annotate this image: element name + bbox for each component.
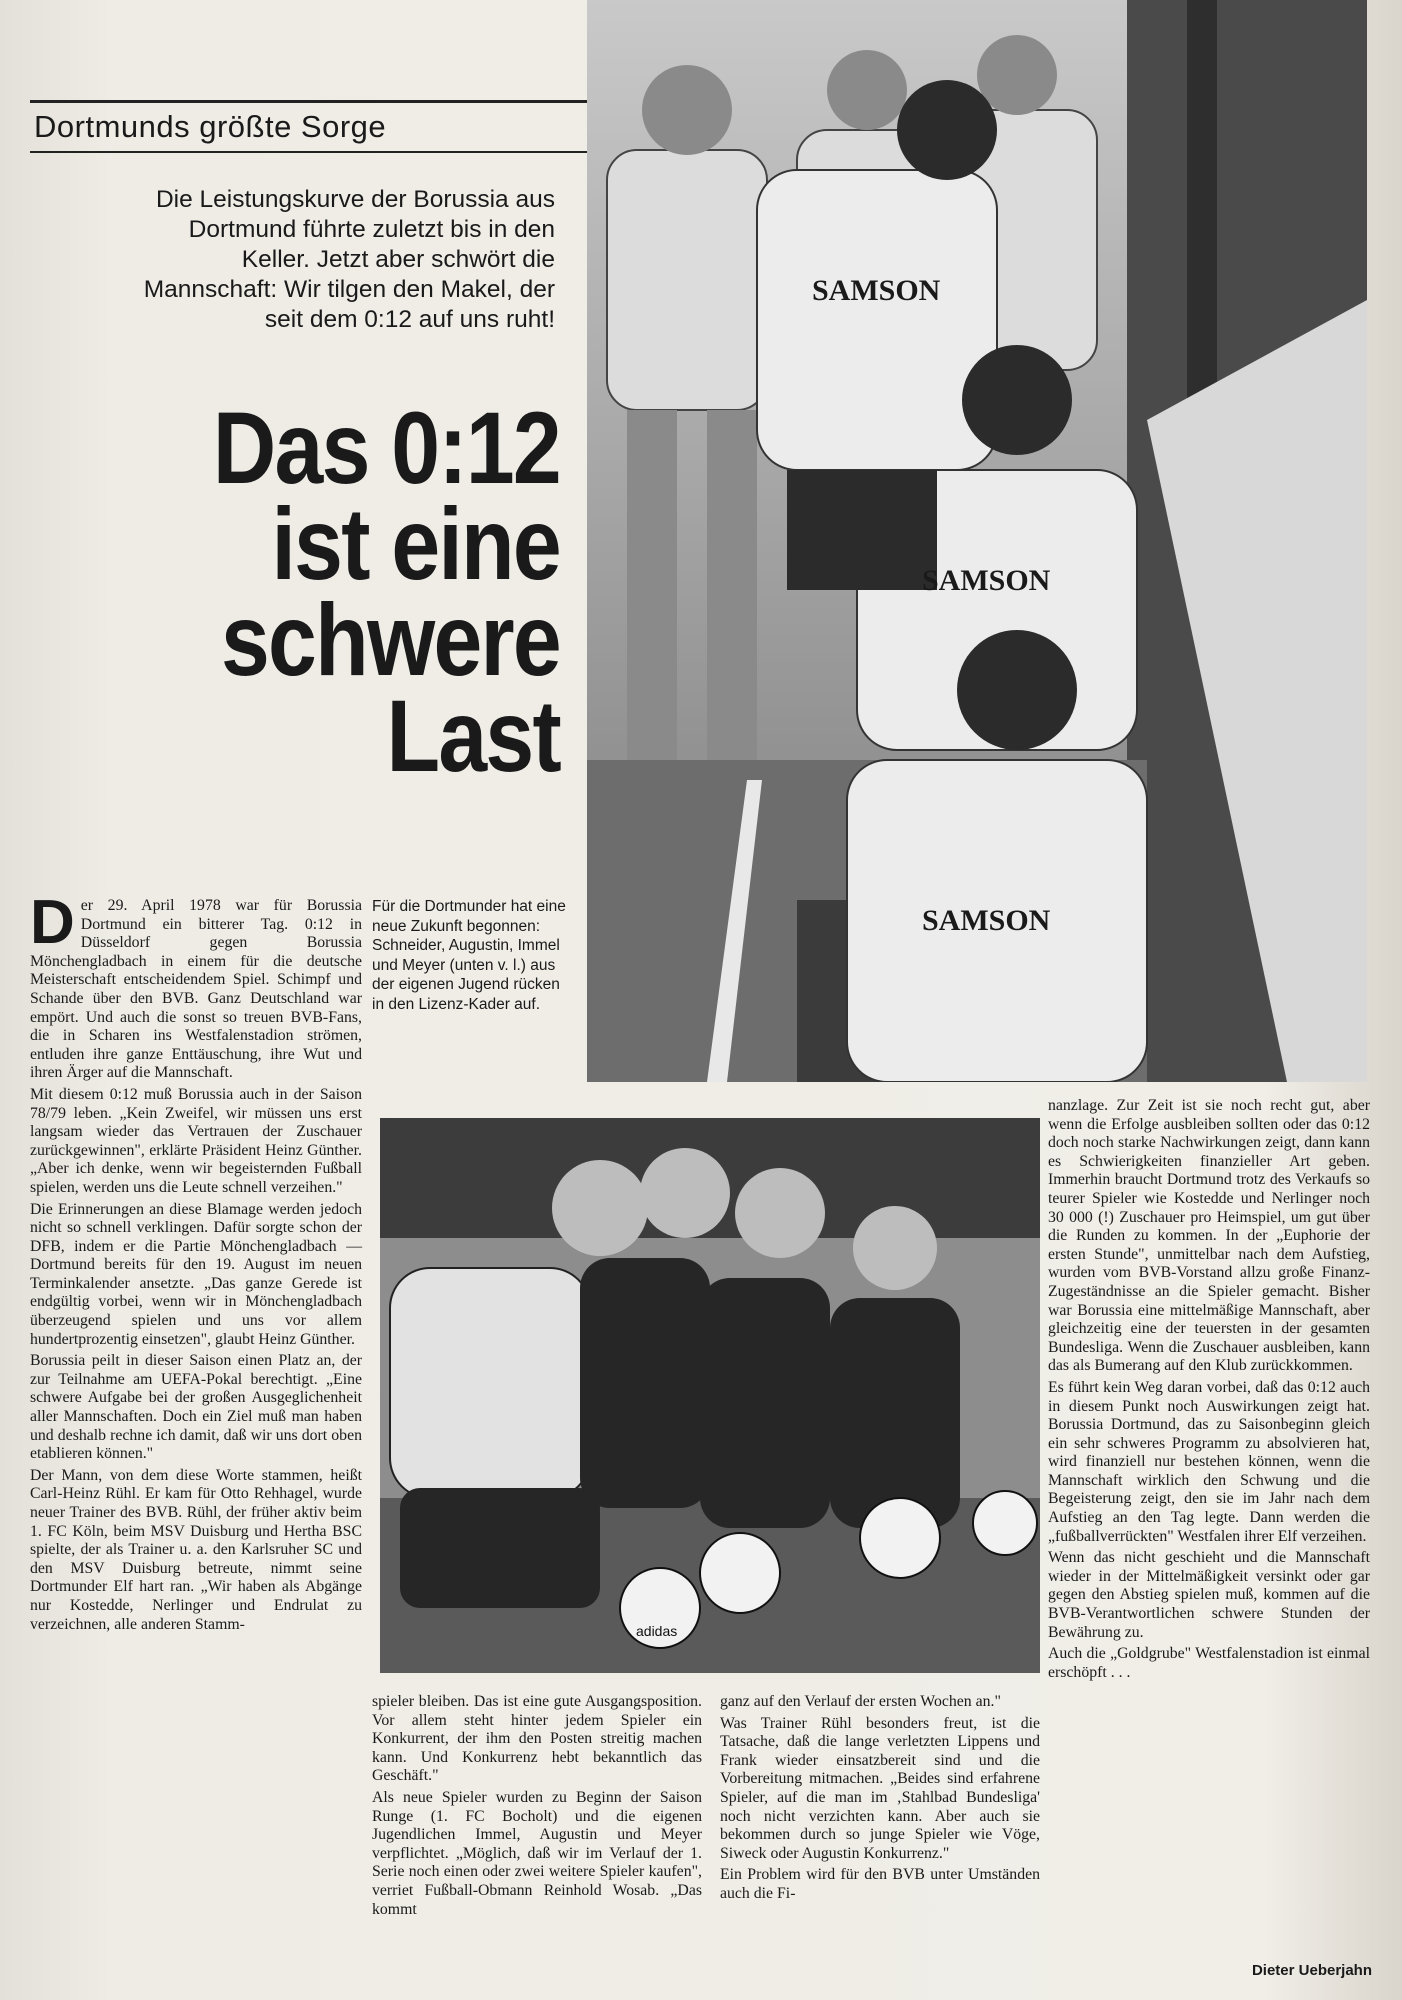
drop-cap: D — [30, 888, 75, 957]
paragraph-text: er 29. April 1978 war für Borussia Dortmund ein bitterer Tag. 0:12 in Düsseldorf gegen Borussia Mönchengladbach in einem für die deutsche Meisterschaft entscheidendem Spiel. Schimpf und Schande über den BVB. Ganz Deutschland war empört. Und auch die sonst so treuen BVB-Fans, die in Scharen ins Westfalenstadion strömen, entluden ihre ganze Enttäuschung, ihre Wut und ihren Ärger auf die Mannschaft. — [30, 897, 362, 1082]
headline-line: Das 0:12 — [212, 391, 560, 505]
headline-line: ist eine — [271, 487, 560, 601]
headline-line: schwere — [220, 583, 560, 697]
youth-players-image — [380, 1118, 1040, 1673]
team-photo-image — [587, 0, 1367, 1082]
photo-caption: Für die Dortmunder hat eine neue Zukunft begonnen: Schneider, Augustin, Immel und Meyer (unten v. l.) aus der eigenen Jugend rücken in den Lizenz-Kader auf. — [372, 898, 566, 1013]
article-paragraph: Wenn das nicht geschieht und die Mannschaft wieder in der Mittelmäßigkeit versinkt oder gar gegen den Abstieg spielen muß, kommen auf die BVB-Verantwortlichen schwere Stunden der Bewährung zu. — [1048, 1549, 1370, 1641]
article-paragraph: Mit diesem 0:12 muß Borussia auch in der Saison 78/79 leben. „Kein Zweifel, wir müssen uns erst langsam wieder das Vertrauen der Zuschauer zurückgewinnen", erklärte Präsident Heinz Günther. „Aber ich denke, wenn wir begeisternden Fußball spielen, werden uns die Leute schnell verzeihen." — [30, 1085, 362, 1196]
headline — [100, 391, 560, 793]
article-paragraph: ganz auf den Verlauf der ersten Wochen an." — [720, 1693, 1001, 1710]
team-photo — [587, 0, 1367, 1082]
ball-logo: adidas — [636, 1623, 678, 1639]
article-paragraph — [30, 888, 362, 1083]
article-paragraph: Ein Problem wird für den BVB unter Umständen auch die Fi- — [720, 1866, 1040, 1902]
headline-line: Last — [386, 679, 560, 793]
article-paragraph: Es führt kein Weg daran vorbei, daß das 0:12 auch in diesem Punkt noch Auswirkungen zeigt hat. Borussia Dortmund, das zu Saisonbeginn gleich ein sehr schweres Programm zu absolvieren hat, wird finanziell nur bestehen können, wenn die Mannschaft wirklich den Schwung und die Begeisterung zeigt, den sie im Jahr nach dem Aufstieg an den Tag legte. Dann werden die „fußballverrückten" Westfalen ihrer Elf verzeihen. — [1048, 1378, 1370, 1545]
article-paragraph: Was Trainer Rühl besonders freut, ist die Tatsache, daß die lange verletzten Lippens und Frank wieder einsatzbereit sind und die Vorbereitung mitmachen. „Beides sind erfahrene Spieler, auf die man im ‚Stahlbad Bundesliga' noch nicht verzichten kann. Aber auch sie bekommen durch so junge Spieler wie Vöge, Siweck oder Augustin Konkurrenz." — [720, 1714, 1040, 1862]
article-paragraph: Der Mann, von dem diese Worte stammen, heißt Carl-Heinz Rühl. Er kam für Otto Rehhagel, wurde neuer Trainer des BVB. Rühl, der früher aktiv beim 1. FC Köln, beim MSV Duisburg und Hertha BSC spielte, der als Trainer u. a. den Karlsruher SC und den MSV Duisburg betreute, nimmt seine Dortmunder Elf hart ran. „Wir haben als Abgänge nur Kostedde, Nerlinger und Endrulat zu verzeichnen, alle anderen Stamm- — [30, 1466, 362, 1633]
teaser-text: Die Leistungskurve der Borussia aus Dortmund führte zuletzt bis in den Keller. Jetzt aber schwört die Mannschaft: Wir tilgen den Makel, der seit dem 0:12 auf uns ruht! — [143, 186, 555, 333]
article-paragraph: Borussia peilt in dieser Saison einen Platz an, der zur Teilnahme am UEFA-Pokal berechtigt. „Eine schwere Aufgabe bei der großen Ausgeglichenheit aller Mannschaften. Doch ein Ziel muß man haben und deshalb rechne ich damit, daß wir uns dort oben etablieren können." — [30, 1352, 362, 1463]
author-signature: Dieter Ueberjahn — [1251, 1962, 1372, 1979]
shirt-logo: SAMSON — [812, 274, 941, 307]
kicker-title: Dortmunds größte Sorge — [30, 100, 589, 153]
article-column-1 — [30, 888, 362, 1637]
article-column-3 — [720, 1693, 1040, 1907]
article-paragraph: Auch die „Goldgrube" Westfalenstadion ist einmal erschöpft . . . — [1048, 1645, 1370, 1681]
article-paragraph: nanzlage. Zur Zeit ist sie noch recht gut, aber wenn die Erfolge ausbleiben sollten oder das 0:12 doch noch starke Nachwirkungen zeigt, dann kann es Schwierigkeiten finanzieller Art geben. Immerhin braucht Dortmund trotz des Verkaufs so teurer Spieler wie Kostedde und Nerlinger noch 30 000 (!) Zuschauer pro Heimspiel, um gut über die Runden zu kommen. In der „Euphorie der ersten Stunde", unmittelbar nach dem Aufstieg, wurden vom BVB-Vorstand allzu große Finanz-Zugeständnisse an die Spieler gemacht. Bisher war Borussia eine mittelmäßige Mannschaft, aber gleichzeitig eine der teuersten in der gesamten Bundesliga. Wenn die Zuschauer ausbleiben, kann das als Bumerang auf den Klub zurückkommen. — [1048, 1097, 1370, 1375]
shirt-logo: SAMSON — [922, 904, 1051, 937]
youth-players-photo — [380, 1118, 1040, 1673]
article-column-4 — [1048, 1097, 1370, 1685]
shirt-logo: SAMSON — [922, 564, 1051, 597]
article-paragraph: Die Erinnerungen an diese Blamage werden jedoch nicht so schnell verklingen. Dafür sorgte schon der DFB, indem er die Partie Mönchengladbach — Dortmund bereits für den 19. August im neuen Terminkalender ansetzte. „Das ganze Gerede ist endgültig vorbei, wenn wir in Mönchengladbach überzeugend spielen und uns vor allem hundertprozentig einsetzen", glaubt Heinz Günther. — [30, 1200, 362, 1348]
article-column-2 — [372, 1693, 702, 1922]
article-paragraph: spieler bleiben. Das ist eine gute Ausgangsposition. Vor allem steht hinter jedem Spieler ein Konkurrent, der ihm den Posten streitig machen kann. Und Konkurrenz hebt bekanntlich das Geschäft." — [372, 1693, 702, 1785]
article-paragraph: Als neue Spieler wurden zu Beginn der Saison Runge (1. FC Bocholt) und die eigenen Jugendlichen Immel, Augustin und Meyer verpflichtet. „Möglich, daß wir im Verlauf der 1. Serie noch einen oder zwei weitere Spieler kaufen", verriet Fußball-Obmann Reinhold Wosab. „Das kommt — [372, 1788, 702, 1918]
